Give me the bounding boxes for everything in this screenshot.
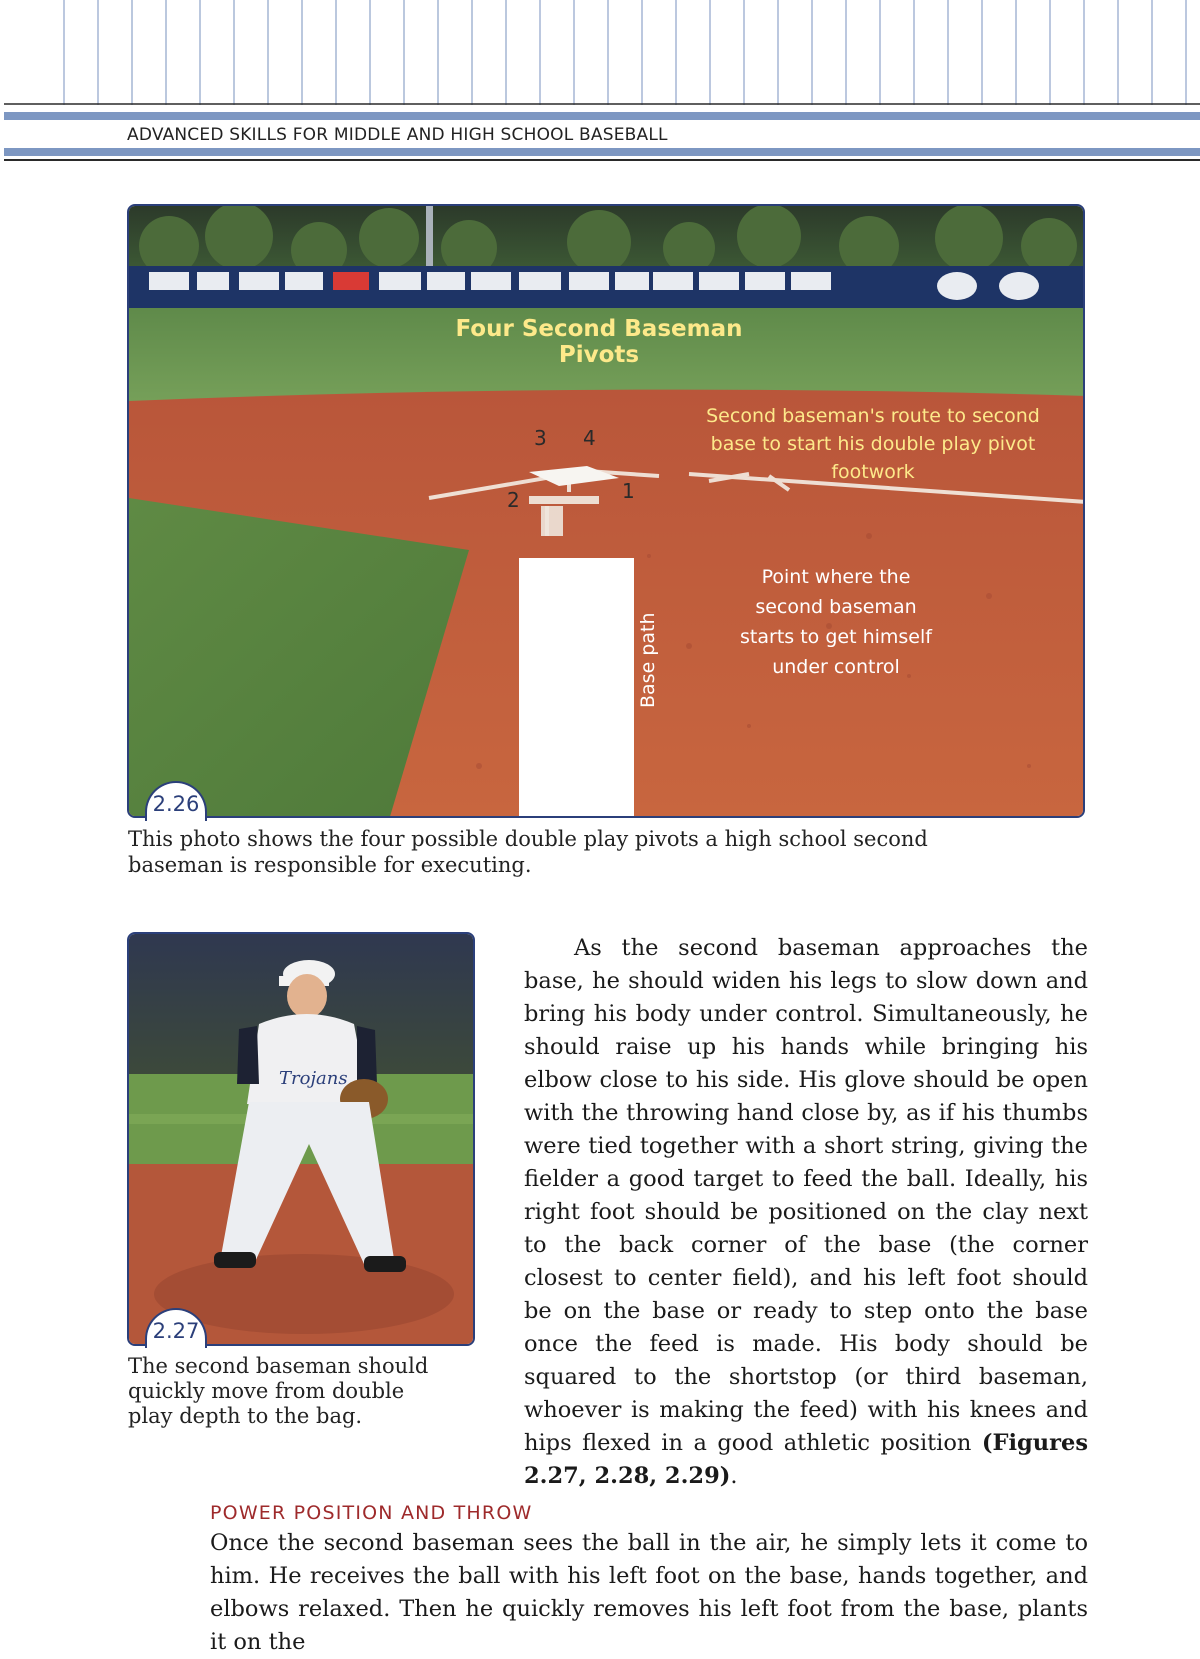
control-point-annotation: Point where the second baseman starts to get himself under control <box>740 566 932 678</box>
figure-2-27-caption: The second baseman should quickly move from double play depth to the bag. <box>128 1354 429 1428</box>
header-grid-lines <box>0 0 1200 105</box>
pivot-label-1: 1 <box>622 479 635 503</box>
route-annotation: Second baseman's route to second base to start his double play pivot footwork <box>706 405 1040 483</box>
figure-2-27-photo <box>127 932 475 1346</box>
section-heading: POWER POSITION AND THROW <box>210 1502 533 1524</box>
figure-reference: (Figures 2.27, 2.28, 2.29) <box>524 1430 1088 1489</box>
base-path-marker <box>519 558 634 818</box>
figure-2-26-caption: This photo shows the four possible double play pivots a high school second baseman is responsible for executing. <box>128 827 928 877</box>
body-paragraph-2: Once the second baseman sees the ball in the air, he simply lets it come to him. He receives the ball with his left foot on the base, hands together, and elbows relaxed. Then he quickly removes his left foot from the base, plants it on the <box>210 1530 1088 1655</box>
paragraph-end: . <box>730 1463 738 1489</box>
header-band-bottom <box>4 148 1200 156</box>
svg-text:Trojans: Trojans <box>279 1068 348 1089</box>
pivot-label-2: 2 <box>507 488 520 512</box>
running-head: ADVANCED SKILLS FOR MIDDLE AND HIGH SCHOOL BASEBALL <box>127 125 668 145</box>
figure-overlay-title: Four Second Baseman Pivots <box>455 316 743 368</box>
pivot-label-3: 3 <box>534 426 547 450</box>
figure-number-badge: 2.26 <box>145 781 207 821</box>
figure-2-26-photo <box>127 204 1085 818</box>
pivot-label-4: 4 <box>583 426 596 450</box>
body-paragraph <box>524 932 1088 1493</box>
figure-number-badge: 2.27 <box>145 1308 207 1348</box>
base-path-label: Base path <box>637 612 659 708</box>
paragraph-text: As the second baseman approaches the base, he should widen his legs to slow down and bring his body under control. Simultaneously, he should raise up his hands while bringing his elbow close to his side. His glove should be open with the throwing hand close by, as if his thumbs were tied together with a short string, giving the fielder a good target to feed the ball. Ideally, his right foot should be positioned on the clay next to the back corner of the base (the corner closest to center field), and his left foot should be on the base or ready to step onto the base once the feed is made. His body should be squared to the shortstop (or third baseman, whoever is making the feed) with his knees and hips flexed in a good athletic position <box>524 935 1088 1456</box>
header-band-top <box>4 112 1200 120</box>
second-baseman-photo <box>129 934 475 1346</box>
header-rule-bottom <box>4 159 1200 161</box>
